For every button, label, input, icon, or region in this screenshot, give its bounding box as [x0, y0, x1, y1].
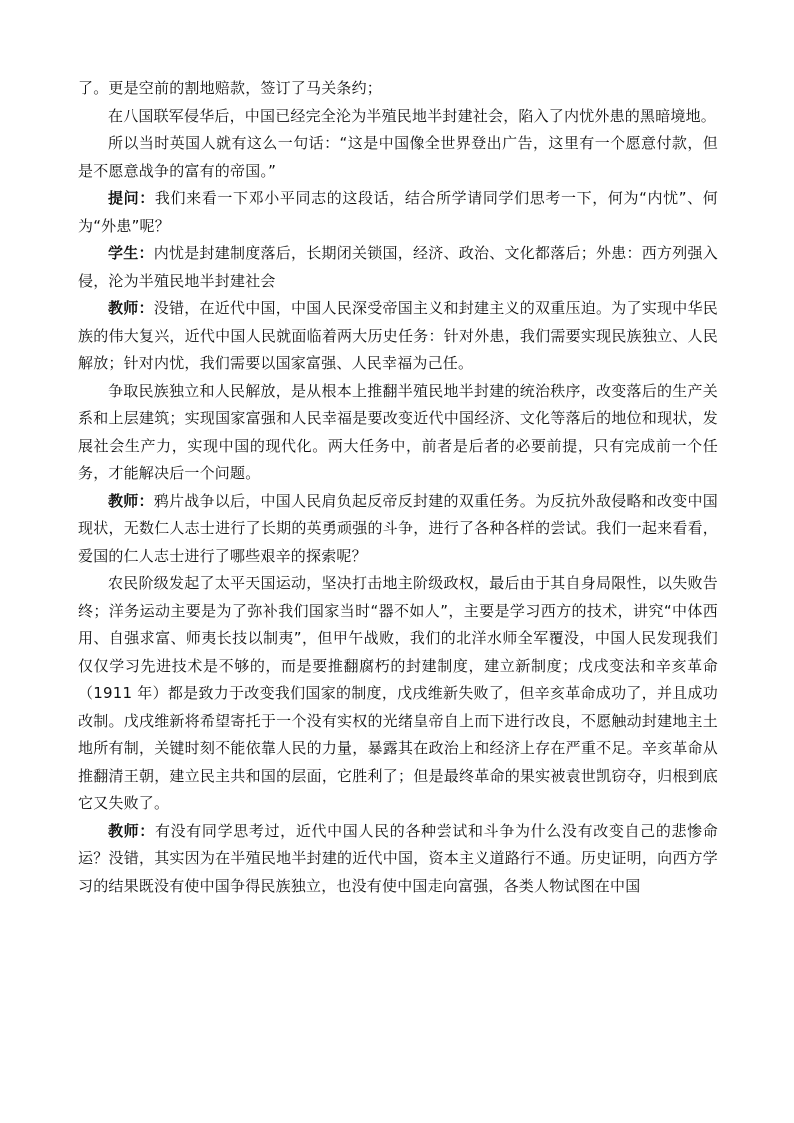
- speaker-label: 学生：: [108, 244, 154, 262]
- paragraph-text: 有没有同学思考过，近代中国人民的各种尝试和斗争为什么没有改变自己的悲惨命运？没错，其实因为在半殖民地半封建的近代中国，资本主义道路行不通。历史证明，向西方学习的结果既没有使中国争得民族独立，也没有使中国走向富强，各类人物试图在中国: [78, 821, 718, 895]
- paragraph-text: 在八国联军侵华后，中国已经完全沦为半殖民地半封建社会，陷入了内忧外患的黑暗境地。: [108, 106, 717, 125]
- paragraph-5: [78, 240, 718, 295]
- speaker-label: 教师：: [108, 491, 154, 510]
- speaker-label: 提问：: [108, 189, 155, 207]
- paragraph-1: [78, 75, 718, 103]
- speaker-label: 教师：: [108, 821, 155, 840]
- paragraph-text: 我们来看一下邓小平同志的这段话，结合所学请同学们思考一下，何为“内忧”、何为“外患”呢？: [78, 189, 718, 235]
- speaker-label: 教师：: [108, 299, 154, 317]
- paragraph-6: [78, 295, 718, 378]
- paragraph-4: [78, 185, 718, 240]
- paragraph-text: 所以当时英国人就有这么一句话：“这是中国像全世界登出广告，这里有一个愿意付款，但是不愿意战争的富有的帝国。”: [78, 134, 718, 180]
- paragraph-8: [78, 488, 718, 571]
- paragraph-text: 争取民族独立和人民解放，是从根本上推翻半殖民地半封建的统治秩序，改变落后的生产关系和上层建筑；实现国家富强和人民幸福是要改变近代中国经济、文化等落后的地位和现状，发展社会生产力，实现中国的现代化。两大任务中，前者是后者的必要前提，只有完成前一个任务，才能解决后一个问题。: [78, 381, 718, 482]
- paragraph-3: [78, 130, 718, 185]
- paragraph-text: 内忧是封建制度落后，长期闭关锁国，经济、政治、文化都落后；外患：西方列强入侵，沦为半殖民地半封建社会: [78, 244, 719, 290]
- paragraph-10: [78, 818, 718, 901]
- paragraph-text: 鸦片战争以后，中国人民肩负起反帝反封建的双重任务。为反抗外敌侵略和改变中国现状，无数仁人志士进行了长期的英勇顽强的斗争，进行了各种各样的尝试。我们一起来看看，爱国的仁人志士进行了哪些艰辛的探索呢？: [78, 491, 719, 565]
- paragraph-9: [78, 570, 718, 818]
- paragraph-2: [78, 103, 718, 131]
- paragraph-7: [78, 378, 718, 488]
- paragraph-text: 没错，在近代中国，中国人民深受帝国主义和封建主义的双重压迫。为了实现中华民族的伟大复兴，近代中国人民就面临着两大历史任务：针对外患，我们需要实现民族独立、人民解放；针对内忧，我们需要以国家富强、人民幸福为己任。: [78, 299, 719, 372]
- paragraph-text: 农民阶级发起了太平天国运动，坚决打击地主阶级政权，最后由于其自身局限性，以失败告终；洋务运动主要是为了弥补我们国家当时“器不如人”，主要是学习西方的技术，讲究“中体西用、自强求富、师夷长技以制夷”，但甲午战败，我们的北洋水师全军覆没，中国人民发现我们仅仅学习先进技术是不够的，而是要推翻腐朽的封建制度，建立新制度；戊戌变法和辛亥革命（1911 年）都是致力于改变我们国家的制度，戊戌维新失败了，但辛亥革命成功了，并且成功改制。戊戌维新将希望寄托于一个没有实权的光绪皇帝自上而下进行改良，不愿触动封建地主土地所有制，关键时刻不能依靠人民的力量，暴露其在政治上和经济上存在严重不足。辛亥革命从推翻清王朝，建立民主共和国的层面，它胜利了；但是最终革命的果实被袁世凯窃夺，归根到底它又失败了。: [78, 574, 718, 812]
- document-body: [78, 75, 718, 900]
- paragraph-text: 了。更是空前的割地赔款，签订了马关条约；: [78, 79, 383, 97]
